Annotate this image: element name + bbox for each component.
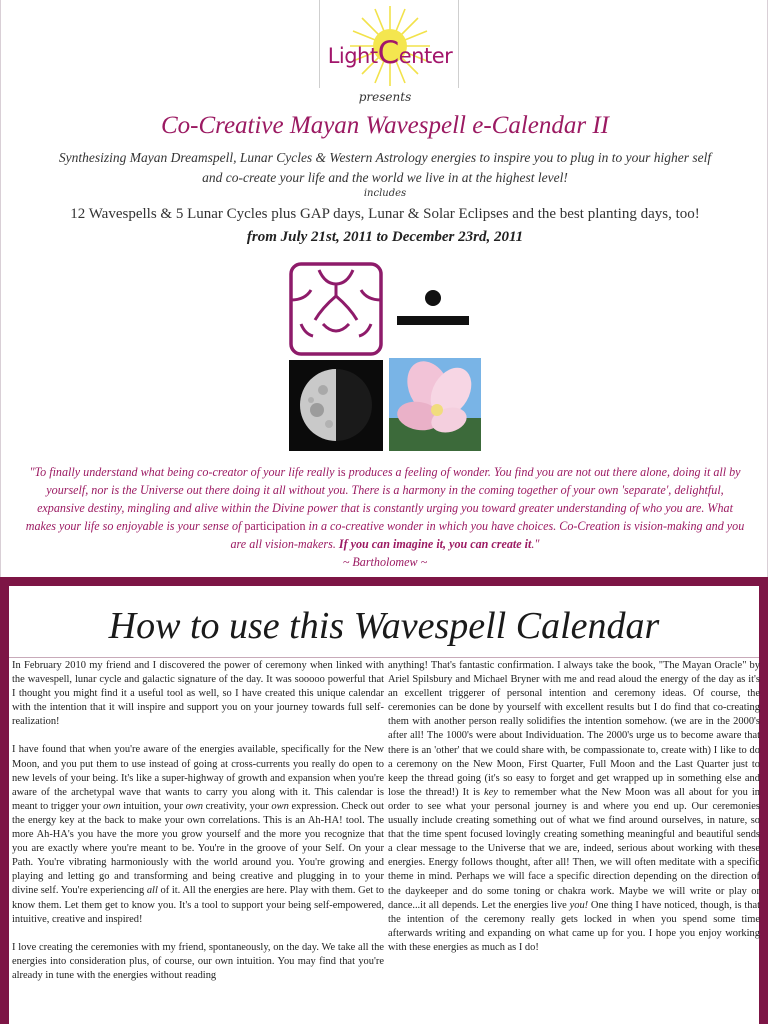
features-line: 12 Wavespells & 5 Lunar Cycles plus GAP days, Lunar & Solar Eclipses and the best planting days, too! bbox=[70, 206, 700, 222]
left-p2-text-c: creativity, your bbox=[203, 800, 272, 812]
quote-text-4: ." bbox=[531, 537, 540, 551]
lotus-flower-image bbox=[389, 358, 481, 451]
how-to-title: How to use this Wavespell Calendar bbox=[108, 605, 660, 647]
left-p2-text-a: I have found that when you're aware of the energies available, specifically for the New Moon, and you put them to use instead of going at cross-currents you really do open to new levels of your being. It's like a super-highway of growth and expansion when you're aware of the archetypal wave that wants to carry you along with it. This calendar is meant to trigger your bbox=[12, 744, 384, 812]
quote-emphasis: If you can imagine it, you can create it bbox=[338, 537, 532, 551]
right-p1-text-b: to remember what the New Moon was all about for you in order to see what your personal journey is and where you end up. Our ceremonies usually include creating something out of what we find around ourselves, in nature, so that the time spent focused lovingly creating something meaningful and beautiful sends a clear message to the Universe that we are, indeed, serious about working with these energies. Energy follows thought, after all! Then, we will often meditate with a specific theme in mind. Perhaps we will face a specific direction depending on the direction of the daykeeper and do some toning or chakra work. Maybe we will write or play or dance...it all depends. Let the energies live bbox=[388, 786, 760, 911]
presents-label: presents bbox=[358, 90, 412, 104]
page-title: Co-Creative Mayan Wavespell e-Calendar II bbox=[160, 112, 610, 139]
quote-text-2: produces a feeling of wonder. You find you are not out there alone, doing it all by yourself, nor is the Universe out there doing it all without you. There is a harmony in the coming together of your own 'separate', delightful, expansive destiny, mingling and alive within the Divine power that is constantly urging you toward greater understanding of who you are. What makes your life so enjoyable is your sense of bbox=[25, 465, 741, 533]
right-p1-text-a: anything! That's fantastic confirmation. I always take the book, "The Mayan Oracle" by Ariel Spilsbury and Michael Bryner with me and read aloud the energy of the day as it's an excellent triggerer of personal intention and ceremony ideas. Of course, the ceremonies can be done by yourself with excellent results but I do find that co-creating them with another person really solidifies the intention somehow. (we are in the 2000's after all! The 1000's were about Individuation. The 2000's urge us to become aware that there is an 'other' that we could share with, be compassionate to, create with) I like to do a ceremony on the New Moon, First Quarter, Full Moon and the Last Quarter just to keep the thread going (it's so easy to forget and get wrapped up in something else and lose the thread!) It is bbox=[388, 660, 760, 798]
quote-text-participation: participation bbox=[244, 519, 306, 533]
left-p2-own-3: own bbox=[271, 800, 289, 812]
left-paragraph-1: In February 2010 my friend and I discovered the power of ceremony when linked with the wavespell, lunar cycle and galactic signature of the day. It was sooooo powerful that I thought you might find it a useful tool as well, so I have created this unique calendar with the intention that it will inspire and support you on your journey towards full self-realization! bbox=[12, 660, 384, 728]
tone-dot-bar-icon bbox=[395, 286, 471, 330]
mayan-glyph-icon bbox=[289, 262, 383, 356]
bartholomew-quote bbox=[23, 463, 747, 571]
logo-text-c: C bbox=[377, 35, 399, 71]
subtitle-line-2: and co-create your life and the world we live in at the highest level! bbox=[202, 170, 568, 185]
logo-text-light: Light bbox=[327, 44, 378, 68]
right-paragraph-1 bbox=[388, 659, 760, 955]
left-p2-text-b: intuition, your bbox=[120, 800, 186, 812]
title-divider bbox=[9, 657, 759, 658]
includes-label: includes bbox=[363, 188, 407, 199]
left-p2-own-2: own bbox=[185, 800, 203, 812]
left-p2-text-d: expression. Check out the energy key at the back to make your own correlations. This is an Ah-HA! tool. The more Ah-HA's you have the more you grow yourself and the more you recognize that you are exactly where you're meant to be. You're in the groove of your Self. On your Path. You're vibrating harmoniously with the world around you. You're growing and playing and letting go and transforming and being creative and plugging in to your divine self. You're experiencing bbox=[12, 800, 384, 897]
right-p1-you: you! bbox=[569, 899, 589, 911]
logo-text bbox=[324, 35, 456, 71]
right-column bbox=[388, 659, 760, 969]
left-paragraph-2 bbox=[12, 743, 384, 926]
subtitle-line-1: Synthesizing Mayan Dreamspell, Lunar Cycles & Western Astrology energies to inspire you to plug in to your higher self bbox=[58, 150, 712, 165]
right-p1-key: key bbox=[484, 786, 498, 798]
moon-phase-image bbox=[289, 360, 383, 451]
quote-author: ~ Bartholomew ~ bbox=[342, 555, 428, 569]
right-p1-text-c: One thing I have noticed, though, is that the intention of the ceremony really gets locked in when you spend some time afterwards writing and expanding on what came up for you. I hope you enjoy working with these energies as much as I do! bbox=[388, 899, 760, 953]
quote-text-1: "To finally understand what being co-creator of your life really bbox=[29, 465, 338, 479]
logo-text-enter: enter bbox=[398, 44, 453, 68]
left-p2-all: all bbox=[146, 885, 158, 897]
date-range: from July 21st, 2011 to December 23rd, 2011 bbox=[246, 229, 524, 245]
left-column bbox=[12, 659, 384, 997]
quote-text-3: in a co-creative wonder in which you have choices. Co-Creation is vision-making and you are all vision-makers. bbox=[230, 519, 745, 551]
left-p2-text-e: of it. All the energies are here. Play with them. Get to know them. Let them get to know you. It's a tool to support your being self-empowered, intuitive, creative and inspired! bbox=[12, 885, 385, 925]
subtitle bbox=[31, 148, 739, 188]
quote-text-is: is bbox=[337, 465, 346, 479]
how-to-section bbox=[0, 577, 768, 1024]
left-p2-own-1: own bbox=[103, 800, 121, 812]
how-to-panel bbox=[9, 586, 759, 1024]
light-center-logo bbox=[319, 0, 459, 88]
left-paragraph-3: I love creating the ceremonies with my friend, spontaneously, on the day. We take all the energies into consideration plus, of course, our own intuition. You may find that you're already in tune with the energies without reading bbox=[12, 941, 384, 981]
